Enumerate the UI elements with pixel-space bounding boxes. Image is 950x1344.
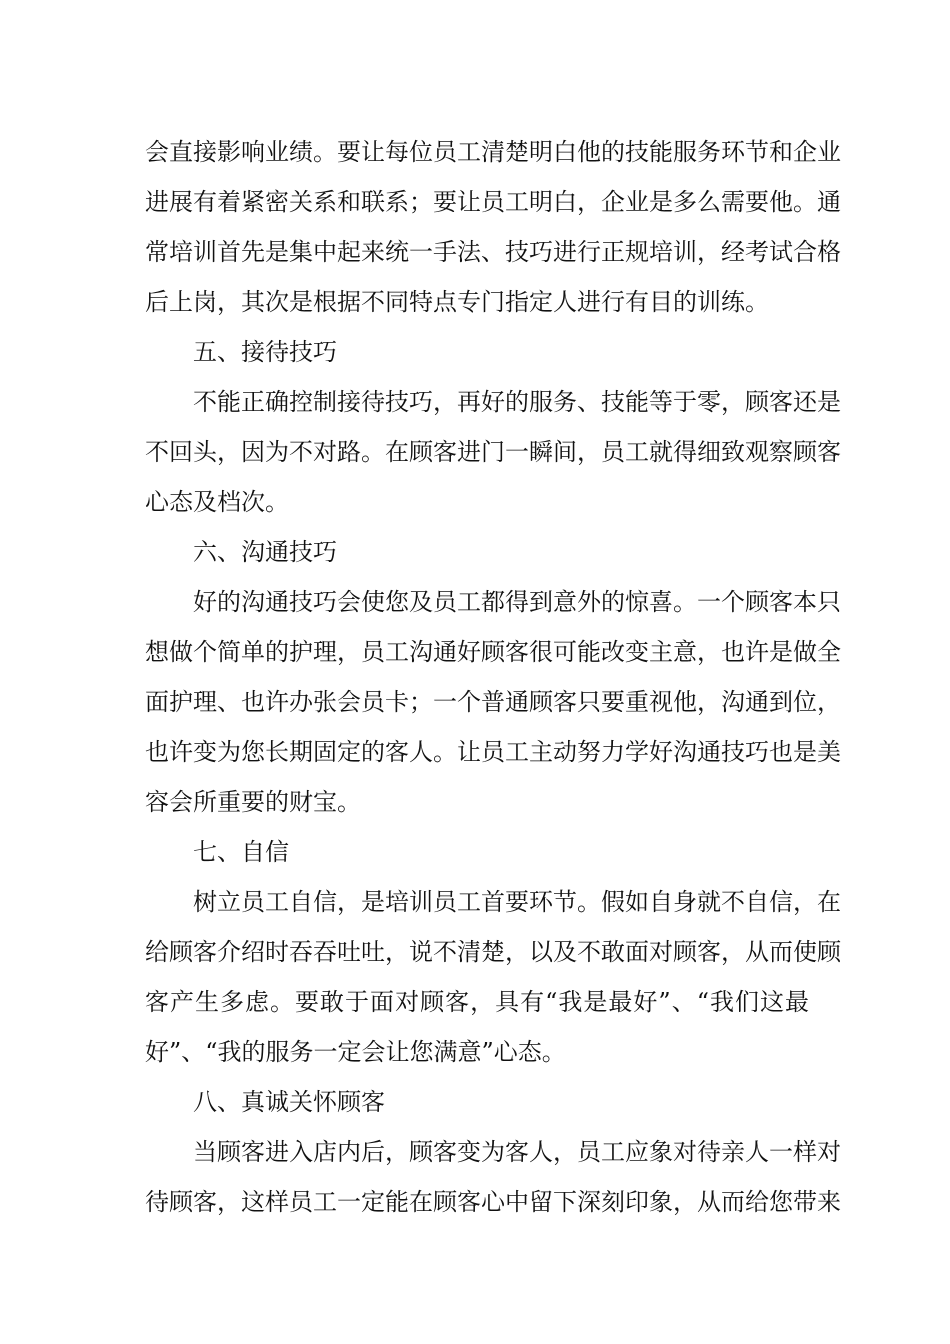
- section-heading: 六、沟通技巧: [193, 538, 337, 566]
- paragraph-line: 不能正确控制接待技巧，再好的服务、技能等于零，顾客还是: [193, 388, 841, 416]
- paragraph-line: 树立员工自信，是培训员工首要环节。假如自身就不自信，在: [193, 888, 841, 916]
- paragraph-line: 后上岗，其次是根据不同特点专门指定人进行有目的训练。: [145, 288, 769, 316]
- paragraph-line: 容会所重要的财宝。: [145, 788, 361, 816]
- section-heading: 八、真诚关怀顾客: [193, 1088, 385, 1116]
- paragraph-line: 当顾客进入店内后，顾客变为客人，员工应象对待亲人一样对: [193, 1138, 841, 1166]
- section-heading: 五、接待技巧: [193, 338, 337, 366]
- paragraph-line: 进展有着紧密关系和联系；要让员工明白，企业是多么需要他。通: [145, 188, 841, 216]
- paragraph-line: 好的沟通技巧会使您及员工都得到意外的惊喜。一个顾客本只: [193, 588, 841, 616]
- paragraph-line: 客产生多虑。要敢于面对顾客，具有“我是最好”、“我们这最: [145, 988, 809, 1016]
- paragraph-line: 心态及档次。: [145, 488, 289, 516]
- paragraph-line: 常培训首先是集中起来统一手法、技巧进行正规培训，经考试合格: [145, 238, 841, 266]
- paragraph-line: 面护理、也许办张会员卡；一个普通顾客只要重视他，沟通到位，: [145, 688, 841, 716]
- paragraph-line: 也许变为您长期固定的客人。让员工主动努力学好沟通技巧也是美: [145, 738, 841, 766]
- paragraph-line: 好”、“我的服务一定会让您满意”心态。: [145, 1038, 566, 1066]
- paragraph-line: 给顾客介绍时吞吞吐吐，说不清楚，以及不敢面对顾客，从而使顾: [145, 938, 841, 966]
- paragraph-line: 待顾客，这样员工一定能在顾客心中留下深刻印象，从而给您带来: [145, 1188, 841, 1216]
- paragraph-line: 会直接影响业绩。要让每位员工清楚明白他的技能服务环节和企业: [145, 138, 841, 166]
- paragraph-line: 想做个简单的护理，员工沟通好顾客很可能改变主意，也许是做全: [145, 638, 841, 666]
- paragraph-line: 不回头，因为不对路。在顾客进门一瞬间，员工就得细致观察顾客: [145, 438, 841, 466]
- section-heading: 七、自信: [193, 838, 289, 866]
